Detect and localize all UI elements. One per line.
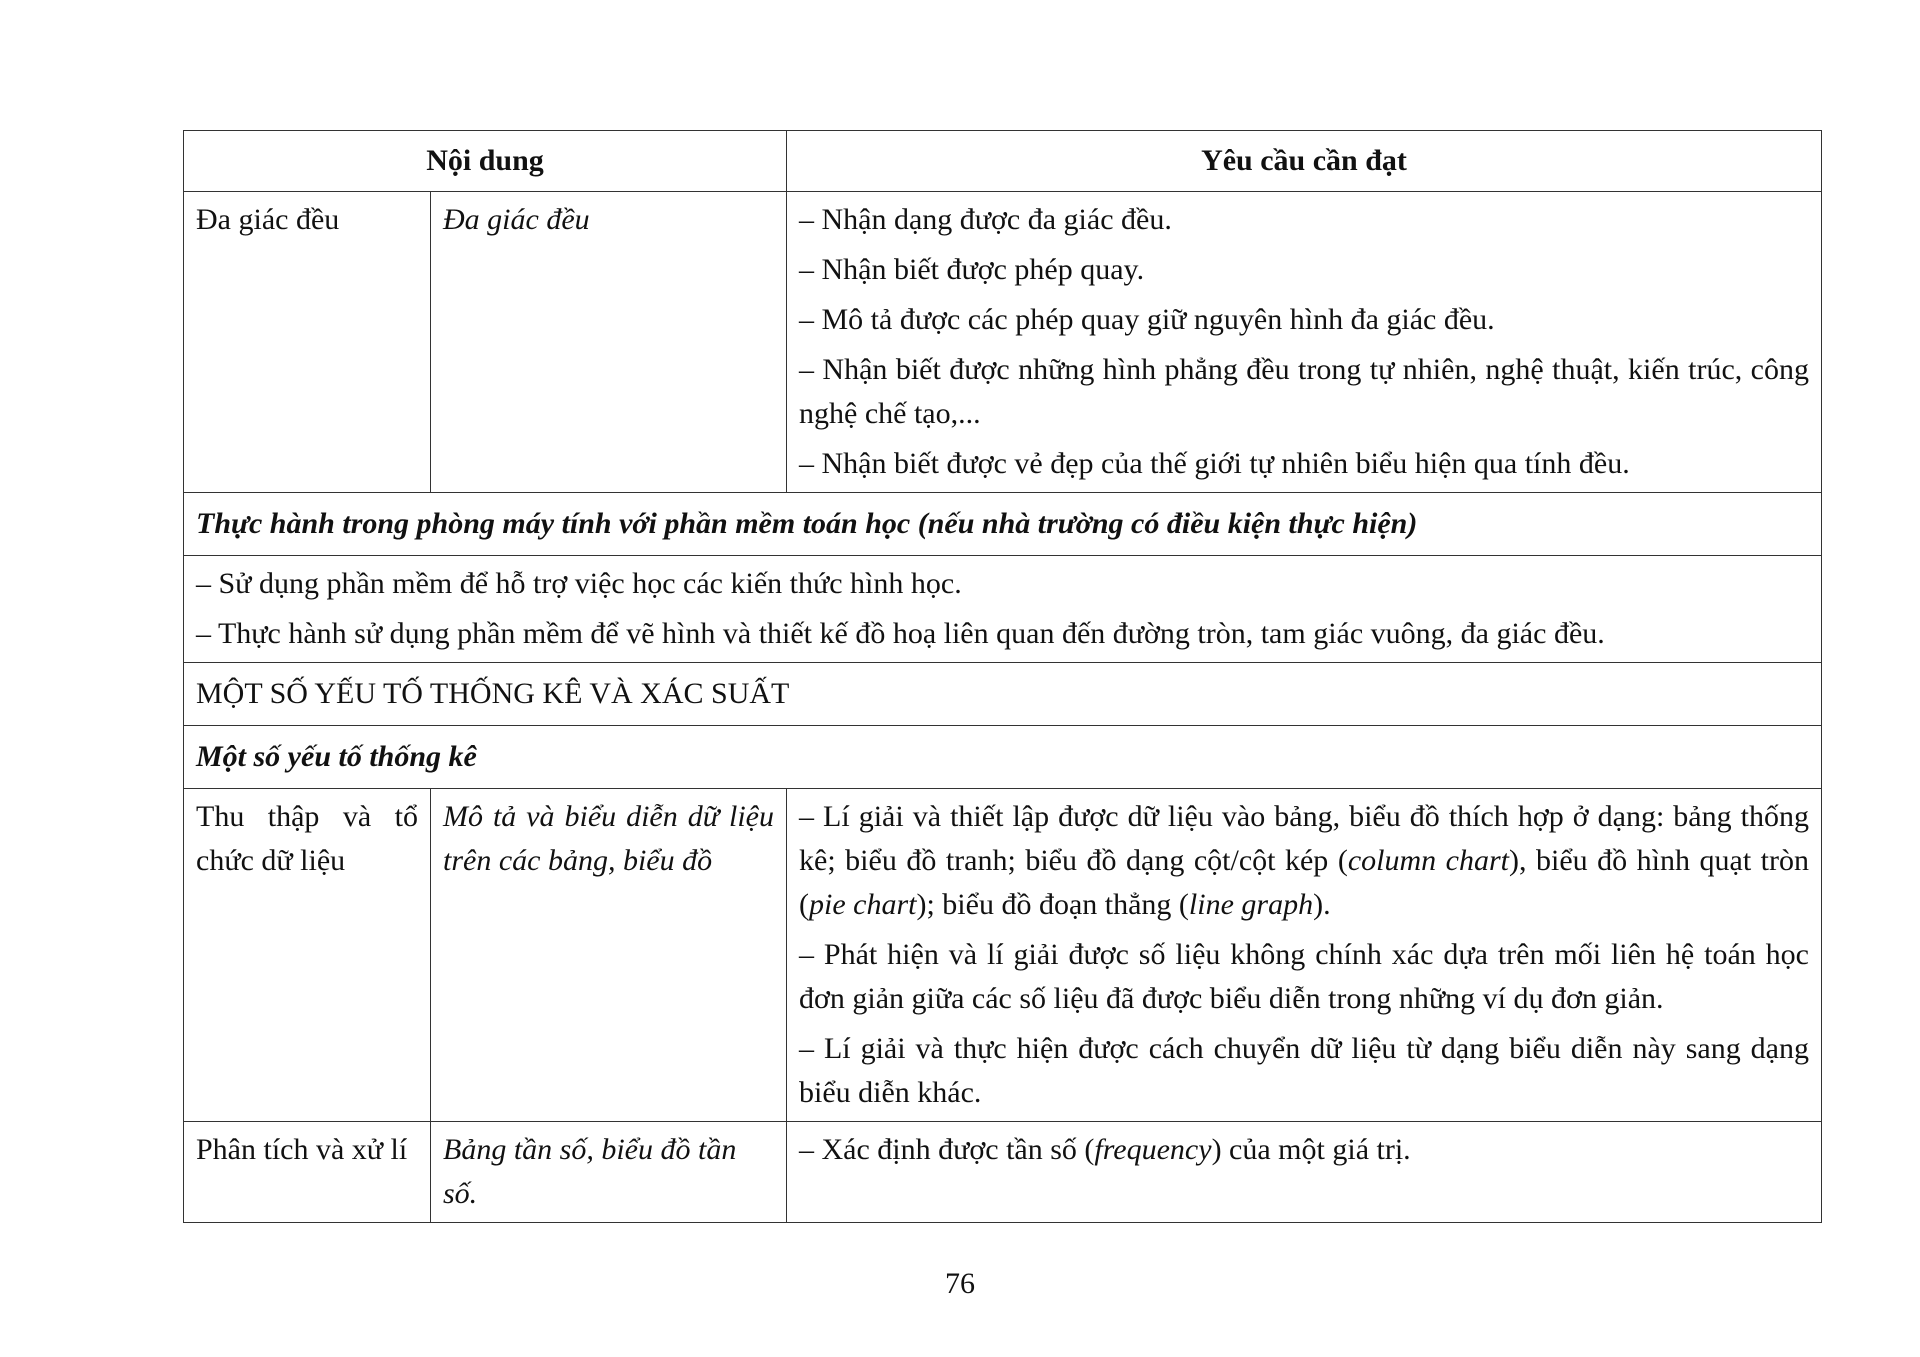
subsection-heading: Một số yếu tố thống kê [184, 726, 1822, 789]
english-term: pie chart [809, 888, 917, 921]
table-header-row [184, 131, 1822, 192]
requirements-cell [787, 192, 1822, 493]
subtopic-cell: Mô tả và biểu diễn dữ liệu trên các bảng, biểu đồ [431, 789, 787, 1122]
requirement-item: – Nhận biết được vẻ đẹp của thế giới tự nhiên biểu hiện qua tính đều. [799, 447, 1630, 480]
requirements-cell [787, 789, 1822, 1122]
requirements-cell [787, 1122, 1822, 1223]
requirement-item: – Phát hiện và lí giải được số liệu không chính xác dựa trên mối liên hệ toán học đơn giản giữa các số liệu đã được biểu diễn trong những ví dụ đơn giản. [799, 938, 1809, 1015]
requirement-item: – Mô tả được các phép quay giữ nguyên hình đa giác đều. [799, 303, 1495, 336]
topic-cell: Thu thập và tổ chức dữ liệu [184, 789, 431, 1122]
english-term: line graph [1188, 888, 1314, 921]
english-term: frequency [1094, 1133, 1212, 1166]
practice-items-cell [184, 556, 1822, 663]
requirement-text: ), biểu đồ hình quạt tròn ( [799, 844, 1810, 921]
topic-cell: Phân tích và xử lí [184, 1122, 431, 1223]
requirement-text: ) của một giá trị. [1211, 1133, 1411, 1166]
requirement-text: – Xác định được tần số ( [799, 1133, 1095, 1166]
requirement-item [799, 795, 1809, 927]
requirement-text: ); biểu đồ đoạn thẳng ( [916, 888, 1189, 921]
topic-cell: Đa giác đều [184, 192, 431, 493]
table-row [184, 192, 1822, 493]
practice-heading: Thực hành trong phòng máy tính với phần mềm toán học (nếu nhà trường có điều kiện thực hiện) [184, 493, 1822, 556]
requirement-text: – Lí giải và thiết lập được dữ liệu vào bảng, biểu đồ thích hợp ở dạng: bảng thống kê; biểu đồ tranh; biểu đồ dạng cột/cột kép ( [799, 800, 1809, 877]
section-heading-row [184, 663, 1822, 726]
requirement-item [799, 1128, 1809, 1172]
header-requirements: Yêu cầu cần đạt [787, 131, 1822, 192]
requirement-item: – Nhận biết được phép quay. [799, 253, 1145, 286]
table-row [184, 789, 1822, 1122]
section-heading: MỘT SỐ YẾU TỐ THỐNG KÊ VÀ XÁC SUẤT [184, 663, 1822, 726]
requirement-item: – Lí giải và thực hiện được cách chuyển dữ liệu từ dạng biểu diễn này sang dạng biểu diễn khác. [799, 1032, 1809, 1109]
subtopic-cell: Bảng tần số, biểu đồ tần số. [431, 1122, 787, 1223]
requirement-item: – Nhận dạng được đa giác đều. [799, 203, 1172, 236]
practice-item: – Sử dụng phần mềm để hỗ trợ việc học các kiến thức hình học. [196, 567, 962, 600]
practice-items-row [184, 556, 1822, 663]
requirement-text: ). [1313, 888, 1331, 921]
page-number: 76 [945, 1267, 975, 1300]
practice-item: – Thực hành sử dụng phần mềm để vẽ hình và thiết kế đồ hoạ liên quan đến đường tròn, tam giác vuông, đa giác đều. [196, 617, 1605, 650]
practice-heading-row [184, 493, 1822, 556]
subsection-heading-row [184, 726, 1822, 789]
curriculum-table [183, 130, 1822, 1223]
header-content: Nội dung [184, 131, 787, 192]
subtopic-cell: Đa giác đều [431, 192, 787, 493]
requirement-item: – Nhận biết được những hình phẳng đều trong tự nhiên, nghệ thuật, kiến trúc, công nghệ chế tạo,... [799, 353, 1809, 430]
english-term: column chart [1347, 844, 1509, 877]
table-row [184, 1122, 1822, 1223]
